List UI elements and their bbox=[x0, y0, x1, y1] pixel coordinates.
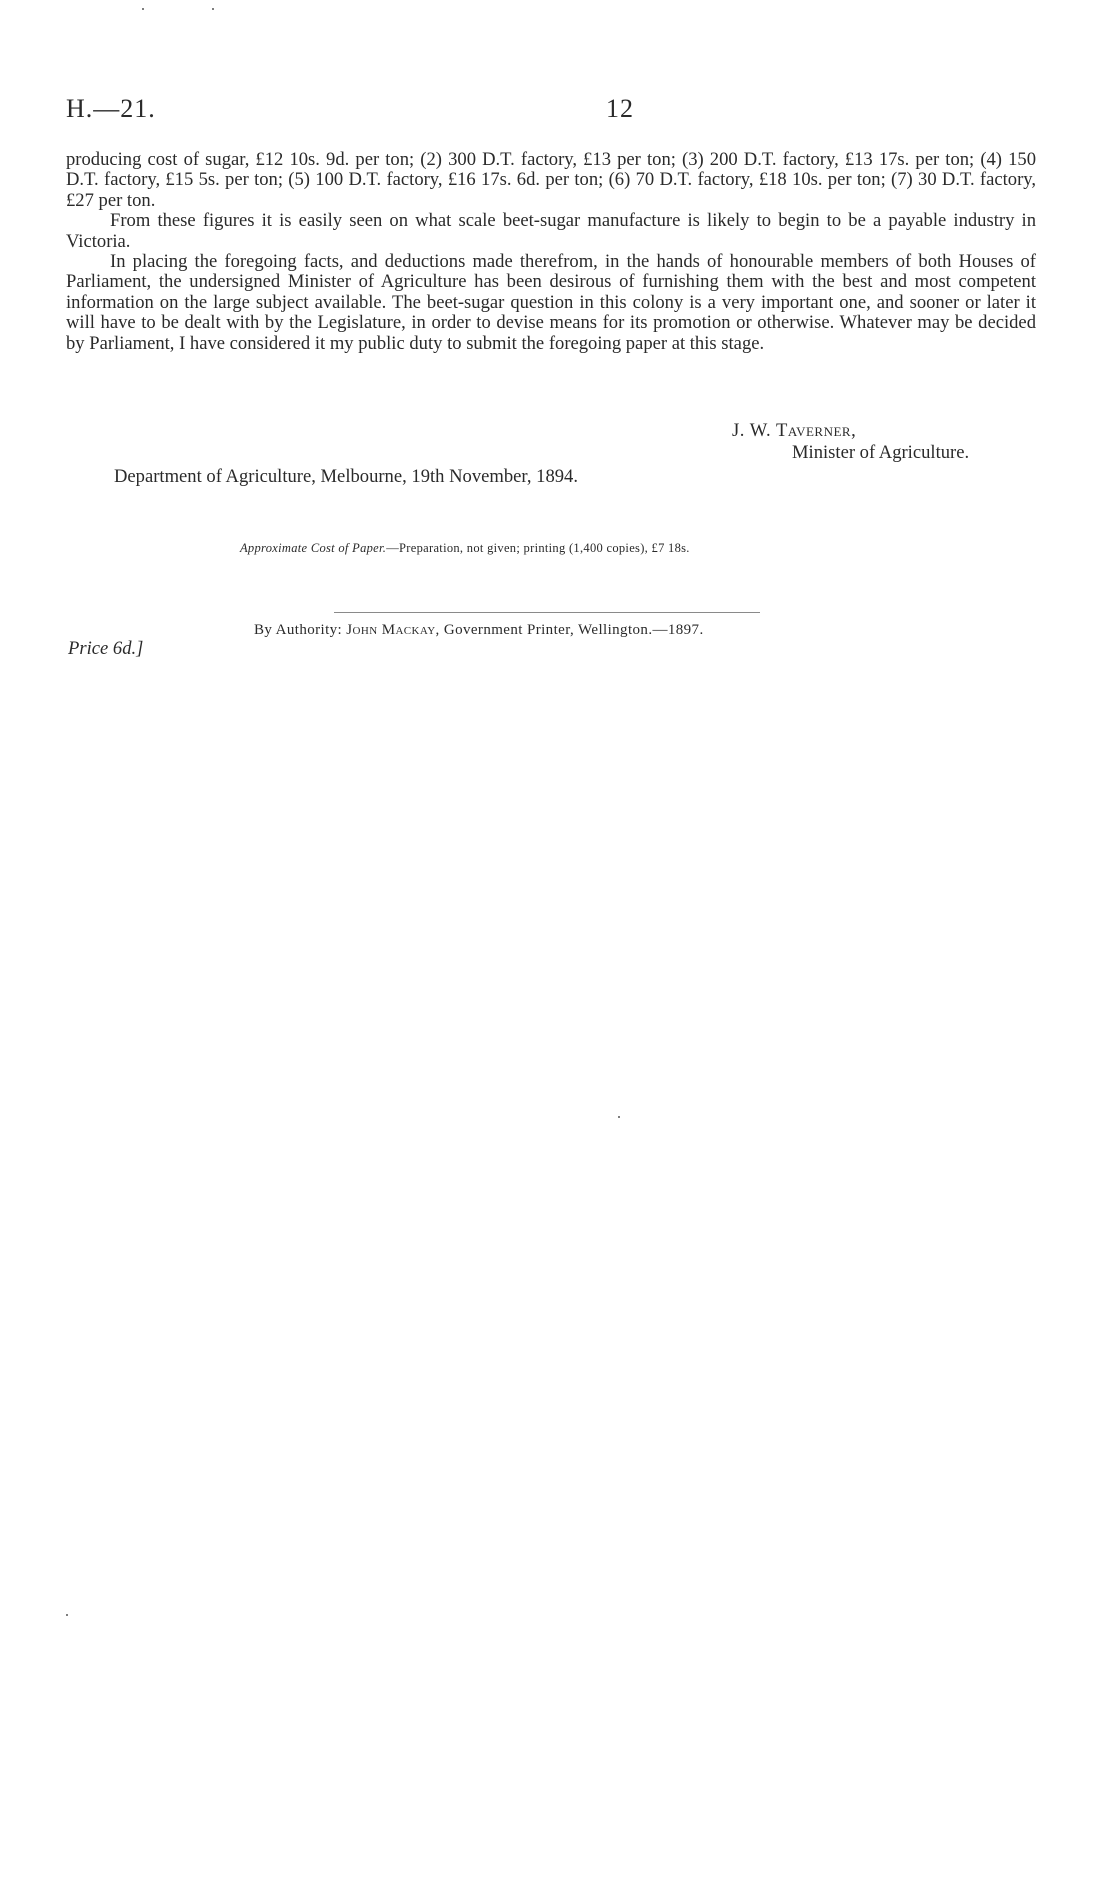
price-label: Price 6d.] bbox=[68, 638, 144, 659]
authority-prefix: By Authority: bbox=[254, 622, 347, 638]
signatory-name: J. W. Taverner, bbox=[732, 420, 857, 441]
cost-text: —Preparation, not given; printing (1,400 copies), £7 18s. bbox=[386, 541, 690, 555]
signature-block bbox=[720, 420, 1060, 464]
department-date-line: Department of Agriculture, Melbourne, 19th November, 1894. bbox=[114, 466, 578, 487]
printer-name: John Mackay bbox=[346, 622, 436, 638]
page-header bbox=[66, 94, 1056, 128]
page-number: 12 bbox=[606, 94, 634, 123]
signatory-title: Minister of Agriculture. bbox=[792, 442, 970, 463]
paragraph-conclusion: In placing the foregoing facts, and deductions made therefrom, in the hands of honourable members of both Houses of Parliament, the undersigned Minister of Agriculture has been desirous of furnishing them with the best and most competent information on the large subject available. The beet-sugar question in this colony is a very important one, and sooner or later it will have to be dealt with by the Legislature, in order to devise means for its promotion or otherwise. Whatever may be decided by Parliament, I have considered it my public duty to submit the foregoing paper at this stage. bbox=[66, 251, 1036, 354]
print-speck bbox=[66, 1614, 68, 1616]
approximate-cost-line bbox=[240, 541, 690, 556]
paragraph-continued: producing cost of sugar, £12 10s. 9d. per ton; (2) 300 D.T. factory, £13 per ton; (3) 200 D.T. factory, £13 17s. per ton; (4) 150 D.T. factory, £15 5s. per ton; (5) 100 D.T. factory, £16 17s. 6d. per ton; (6) 70 D.T. factory, £18 10s. per ton; (7) 30 D.T. factory, £27 per ton. bbox=[66, 149, 1036, 211]
print-speck bbox=[212, 8, 214, 10]
divider-rule bbox=[334, 612, 760, 613]
cost-label: Approximate Cost of Paper. bbox=[240, 541, 387, 555]
body-text bbox=[66, 150, 1036, 354]
paragraph-figures: From these figures it is easily seen on what scale beet-sugar manufacture is likely to begin to be a payable industry in Victoria. bbox=[66, 210, 1036, 252]
print-speck bbox=[618, 1116, 620, 1118]
authority-suffix: , Government Printer, Wellington.—1897. bbox=[435, 622, 704, 638]
authority-line bbox=[254, 622, 704, 639]
print-speck bbox=[142, 8, 144, 10]
document-code: H.—21. bbox=[66, 94, 156, 123]
